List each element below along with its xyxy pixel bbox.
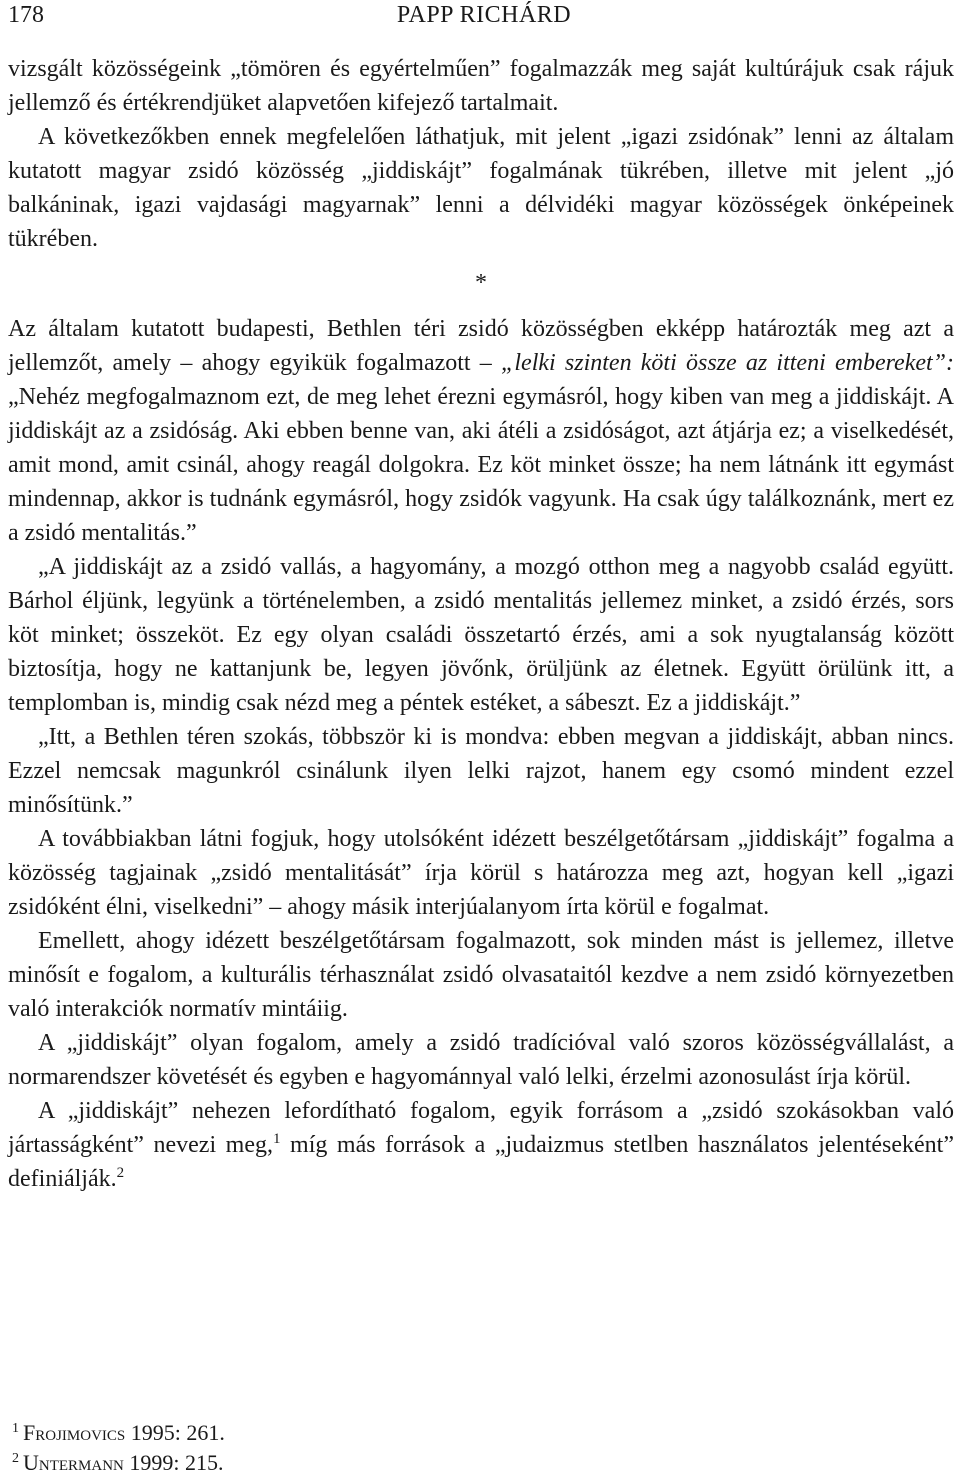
footnote-ref-text: 1999: 215. — [123, 1450, 224, 1475]
page-number: 178 — [8, 2, 44, 28]
section-separator — [8, 256, 954, 296]
paragraph: Emellett, ahogy idézett beszélgetőtársam fogalmazott, sok minden mást is jellemez, illetve minősít e fogalom, a kulturális térhasználat zsidó olvasataitól kezdve a nem zsidó környezetben való interakciók normatív mintáiig. — [8, 928, 954, 1022]
italic-quote: „lelki szinten köti össze az itteni embereket”: — [501, 350, 955, 376]
footnote-author: Untermann — [23, 1450, 124, 1475]
paragraph: „Itt, a Bethlen téren szokás, többször ki is mondva: ebben megvan a jiddiskájt, abban nincs. Ezzel nemcsak magunkról csinálunk ilyen lelki rajzot, hanem egy csomó mindent ezzel minősítünk.” — [8, 724, 954, 818]
page-header — [8, 2, 960, 32]
paragraph: „A jiddiskájt az a zsidó vallás, a hagyomány, a mozgó otthon meg a nagyobb család együtt. Bárhol éljünk, legyünk a történelemben, a zsidó mentalitás jellemez minket, a zsidó érzés, sors köt minket; összeköt. Ez egy olyan családi összetartó érzés, ami a sok nyugtalanság között biztosítja, hogy ne kattanjunk be, legyen jövőnk, örüljünk az életnek. Együtt örülünk itt, a templomban is, mindig csak nézd meg a péntek estéket, a sábeszt. Ez a jiddiskájt.” — [8, 554, 954, 716]
paragraph — [8, 312, 954, 550]
running-head: PAPP RICHÁRD — [396, 2, 572, 28]
paragraph: vizsgált közösségeink „tömören és egyértelműen” fogalmazzák meg saját kultúrájuk csak rájuk jellemző és értékrendjüket alapvetően kifejező tartalmait. — [8, 56, 954, 116]
footnote-ref: 1 — [272, 1131, 281, 1147]
body-text — [8, 52, 954, 1196]
footnote-ref: 2 — [116, 1165, 125, 1181]
paragraph-text: „Nehéz megfogalmaznom ezt, de meg lehet érezni egymásról, hogy kiben van meg a jiddiskájt. A jiddiskájt az a zsidóság. Aki ebben benne van, aki átéli a zsidóságot, azt átjárja ez; a viselkedését, amit mond, amit csinál, ahogy reagál dolgokra. Ez köt minket össze; ha nem látnánk itt egymást mindennap, akkor is tudnánk egymásról, hogy zsidók vagyunk. Ha csak úgy találkoznánk, mert ez a zsidó mentalitás.” — [8, 384, 954, 546]
footnote-ref-text: 1995: 261. — [125, 1420, 225, 1445]
paragraph: A következőkben ennek megfelelően láthatjuk, mit jelent „igazi zsidónak” lenni az általam kutatott magyar zsidó közösség „jiddiskájt” fogalmának tükrében, illetve mit jelent „jó balkáninak, igazi vajdasági magyarnak” lenni a délvidéki magyar közösségek önképeinek tükrében. — [8, 124, 954, 252]
footnotes — [8, 1418, 954, 1478]
footnote — [8, 1418, 954, 1448]
footnote-number: 2 — [12, 1450, 19, 1466]
asterisk-separator: * — [475, 270, 487, 296]
footnote-author: Frojimovics — [23, 1420, 126, 1445]
paragraph-text: míg más források a „judaizmus stetlben használatos jelentéseként” definiálják. — [8, 1132, 954, 1192]
paragraph-text: Az általam kutatott budapesti, Bethlen téri zsidó közösségben ekképp határozták meg azt a jellemzőt, amely – ahogy egyikük fogalmazott – — [8, 316, 954, 376]
paragraph: A továbbiakban látni fogjuk, hogy utolsóként idézett beszélgetőtársam „jiddiskájt” fogalma a közösség tagjainak „zsidó mentalitását” írja körül s határozza meg azt, hogyan kell „igazi zsidóként élni, viselkedni” – ahogy másik interjúalanyom írta körül e fogalmat. — [8, 826, 954, 920]
paragraph — [8, 1094, 954, 1196]
paragraph-text: A „jiddiskájt” nehezen lefordítható fogalom, egyik forrásom a „zsidó szokásokban való jártasságként” nevezi meg, — [8, 1098, 954, 1158]
footnote — [8, 1448, 954, 1478]
paragraph: A „jiddiskájt” olyan fogalom, amely a zsidó tradícióval való szoros közösségvállalást, a normarendszer követését és egyben e hagyománnyal való lelki, érzelmi azonosulást írja körül. — [8, 1030, 954, 1090]
footnote-number: 1 — [12, 1420, 19, 1436]
